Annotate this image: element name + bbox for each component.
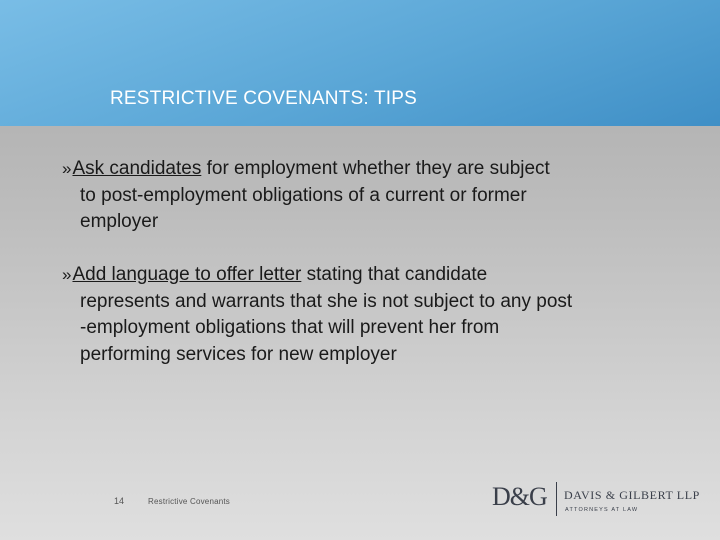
bullet-text: stating that candidate xyxy=(301,264,488,285)
bullet-line: -employment obligations that will prevent her from xyxy=(80,317,500,338)
slide-title: RESTRICTIVE COVENANTS: TIPS xyxy=(110,88,417,109)
bullet-line: to post-employment obligations of a current or former xyxy=(80,184,527,206)
bullet-line xyxy=(62,262,682,289)
bullet-emphasis: Ask candidates xyxy=(72,158,202,179)
bullet-line xyxy=(62,156,682,183)
bullet-item xyxy=(62,262,682,368)
firm-tagline: ATTORNEYS AT LAW xyxy=(565,507,639,513)
logo-divider xyxy=(556,482,557,516)
title-banner xyxy=(0,0,720,126)
bullet-item xyxy=(62,156,682,236)
bullet-marker: » xyxy=(62,265,72,284)
bullet-line: employer xyxy=(80,211,159,232)
bullet-text: for employment whether they are subject xyxy=(201,158,550,179)
bullet-emphasis: Add language to offer letter xyxy=(72,264,302,285)
bullet-line: represents and warrants that she is not subject to any post xyxy=(80,290,573,312)
firm-name: DAVIS & GILBERT LLP xyxy=(564,488,700,502)
page-number: 14 xyxy=(114,496,125,506)
bullet-marker: » xyxy=(62,159,72,178)
firm-logo-mark: D&G xyxy=(492,482,547,511)
footer-label: Restrictive Covenants xyxy=(148,497,231,506)
bullet-line: performing services for new employer xyxy=(80,343,397,365)
